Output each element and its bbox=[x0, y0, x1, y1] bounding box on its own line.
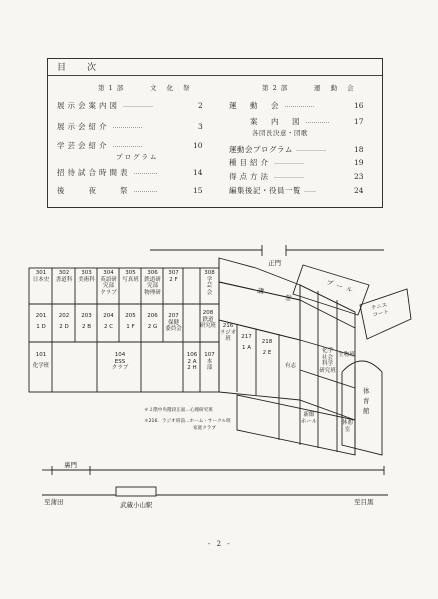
toc-part1-label: 第 1 部 bbox=[98, 84, 125, 92]
map-note-3: 家庭クラブ bbox=[193, 426, 216, 431]
room-202[interactable] bbox=[53, 313, 75, 330]
toc-item-title: 展示会紹介 bbox=[57, 122, 110, 131]
room-216[interactable] bbox=[219, 323, 237, 343]
room-name: 学 芸 会 bbox=[206, 276, 213, 296]
toc-item-page: 23 bbox=[354, 172, 364, 181]
room-biology-club[interactable] bbox=[338, 352, 355, 359]
toc-dot-leader: …………… bbox=[274, 159, 304, 166]
room-302[interactable] bbox=[53, 270, 75, 283]
map-note-2: ＊216．ラジオ班前…ホーム・サークル班 bbox=[144, 419, 231, 424]
room-name: ラジオ 班 bbox=[219, 329, 237, 342]
toc-item-page: 15 bbox=[193, 186, 203, 195]
toc-item-page: 10 bbox=[193, 141, 203, 150]
room-number: 305 bbox=[125, 270, 136, 276]
room-303[interactable] bbox=[76, 270, 97, 283]
room-science-club[interactable] bbox=[318, 348, 337, 374]
toc-dot-leader: ………… bbox=[305, 118, 330, 125]
auditorium-label: 講 堂 bbox=[256, 286, 296, 304]
toc-item-title: 運 動 会 bbox=[229, 101, 282, 110]
room-208[interactable] bbox=[197, 310, 219, 330]
tennis-court-label: テニス コート bbox=[370, 302, 390, 319]
toc-dot-leader: ………… bbox=[133, 187, 158, 194]
room-number: 202 bbox=[58, 313, 70, 319]
room-name: 2 F bbox=[169, 276, 178, 283]
room-number: 104 bbox=[114, 352, 126, 358]
room-name: 休憩 室 bbox=[341, 420, 353, 433]
station-platform bbox=[116, 487, 156, 496]
room-name: 英語研 究部 クラブ bbox=[100, 276, 117, 296]
room-name: 新館 ホール bbox=[300, 412, 318, 425]
room-206[interactable] bbox=[142, 313, 163, 330]
toc-dot-leader: …………… bbox=[112, 142, 143, 149]
toc-item-page: 19 bbox=[354, 158, 364, 167]
room-number: 304 bbox=[103, 270, 114, 276]
pool-label: プール bbox=[325, 278, 358, 296]
direction-west: 至蒲田 bbox=[44, 498, 64, 506]
room-number: 207 bbox=[168, 313, 179, 319]
room-205[interactable] bbox=[120, 313, 141, 330]
room-203[interactable] bbox=[76, 313, 97, 330]
station-label: 武蔵小山駅 bbox=[120, 501, 153, 509]
room-number: 107 bbox=[204, 352, 215, 358]
room-number: 206 bbox=[147, 313, 158, 319]
room-number: 216 bbox=[222, 323, 234, 329]
direction-east: 至目黒 bbox=[354, 498, 374, 506]
toc-dot-leader: …………… bbox=[284, 102, 315, 109]
toc-dot-leader: …………… bbox=[123, 102, 153, 109]
toc-item-page: 14 bbox=[193, 168, 203, 177]
room-name: 2 C bbox=[103, 323, 114, 330]
room-201[interactable] bbox=[30, 313, 52, 330]
toc-dot-leader: …………… bbox=[295, 146, 326, 153]
toc-item-title: 種目紹介 bbox=[229, 158, 271, 167]
room-number: 205 bbox=[125, 313, 136, 319]
toc-part1-name: 文 化 祭 bbox=[150, 84, 194, 92]
room-new-hall[interactable] bbox=[300, 412, 318, 425]
room-107[interactable] bbox=[200, 352, 219, 372]
toc-item-title: 得点方法 bbox=[229, 172, 271, 181]
room-number: 203 bbox=[81, 313, 92, 319]
room-307[interactable] bbox=[164, 270, 183, 283]
room-301[interactable] bbox=[30, 270, 52, 283]
room-name: 化学 社会 科学 研究班 bbox=[319, 348, 336, 374]
gym-shape bbox=[342, 361, 382, 455]
toc-sub-note: 各団長決意・団歌 bbox=[252, 129, 308, 137]
room-name: 2 D bbox=[59, 323, 69, 330]
room-204[interactable] bbox=[98, 313, 119, 330]
room-name: 鉄道 研究班 bbox=[199, 316, 217, 329]
toc-item-title: 学芸会紹介 bbox=[57, 141, 110, 150]
room-name: 書道科 bbox=[55, 276, 73, 283]
room-number: 106 bbox=[186, 352, 198, 358]
main-gate-label: 正門 bbox=[268, 259, 281, 267]
room-number: 208 bbox=[202, 310, 214, 316]
room-101[interactable] bbox=[30, 352, 52, 369]
room-number: 218 bbox=[261, 339, 273, 345]
room-rest-room[interactable] bbox=[340, 420, 355, 433]
room-number: 302 bbox=[58, 270, 70, 276]
toc-item-page: 24 bbox=[354, 186, 364, 195]
pool-shape bbox=[293, 265, 369, 315]
room-name: 鉄道研 究部 物理研 bbox=[144, 276, 161, 296]
room-name: 2 E bbox=[262, 349, 272, 356]
room-name: 2 G bbox=[147, 323, 158, 330]
room-number: 303 bbox=[81, 270, 92, 276]
toc-item-page: 2 bbox=[198, 101, 203, 110]
room-name: 保健 委員会 bbox=[165, 319, 182, 332]
room-volunteer[interactable] bbox=[281, 363, 300, 370]
toc-item-page: 17 bbox=[354, 117, 364, 126]
room-number: 201 bbox=[35, 313, 47, 319]
room-308[interactable] bbox=[200, 270, 219, 296]
room-304[interactable] bbox=[98, 270, 119, 296]
room-name: 生物班 bbox=[338, 352, 355, 358]
room-name: 1 F bbox=[126, 323, 135, 330]
room-number: 204 bbox=[103, 313, 114, 319]
toc-dot-leader: …………… bbox=[112, 123, 143, 130]
room-name: 有志 bbox=[284, 363, 296, 369]
toc-item-title: 編集後記・役員一覧 bbox=[229, 186, 301, 195]
room-number: 101 bbox=[35, 352, 47, 358]
toc-item-title: 後 夜 祭 bbox=[57, 186, 131, 195]
room-306[interactable] bbox=[142, 270, 163, 296]
room-217[interactable] bbox=[237, 334, 256, 351]
toc-part2-label: 第 2 部 bbox=[262, 84, 289, 92]
toc-item-page: 18 bbox=[354, 145, 364, 154]
room-name: 2 A 2 H bbox=[187, 358, 197, 371]
room-name: 1 D bbox=[36, 323, 46, 330]
room-name: 日本史 bbox=[32, 276, 50, 283]
page-number: - 2 - bbox=[208, 540, 232, 548]
room-305[interactable] bbox=[120, 270, 141, 283]
room-218[interactable] bbox=[256, 339, 278, 356]
toc-item-page: 3 bbox=[198, 122, 203, 131]
toc-item-page: 16 bbox=[354, 101, 364, 110]
toc-heading: 目 次 bbox=[57, 63, 103, 73]
room-number: 308 bbox=[204, 270, 215, 276]
back-gate-label: 裏門 bbox=[64, 461, 77, 469]
toc-dot-leader: …… bbox=[304, 187, 316, 194]
room-number: 307 bbox=[168, 270, 179, 276]
room-name: 本 部 bbox=[206, 358, 213, 371]
room-name: ESS クラブ bbox=[111, 358, 129, 371]
room-number: 301 bbox=[35, 270, 47, 276]
toc-dot-leader: ………… bbox=[133, 169, 158, 176]
toc-item-title: 案 内 図 bbox=[250, 117, 303, 126]
room-number: 306 bbox=[147, 270, 158, 276]
room-number: 217 bbox=[241, 334, 252, 340]
toc-dot-leader: …………… bbox=[274, 173, 304, 180]
gym-label: 体 育 館 bbox=[363, 387, 370, 415]
room-name: 2 B bbox=[81, 323, 92, 330]
room-106[interactable] bbox=[184, 352, 200, 372]
toc-item-title: 展示会案内図 bbox=[57, 101, 120, 110]
map-note-1: ＊２階中央階段正面…心理研究班 bbox=[144, 408, 213, 413]
room-104[interactable] bbox=[109, 352, 131, 372]
toc-item-title: 招待試合時間表 bbox=[57, 168, 131, 177]
toc-part2-name: 運 動 会 bbox=[314, 84, 358, 92]
room-name: 化学班 bbox=[32, 362, 50, 369]
room-207[interactable] bbox=[164, 313, 183, 333]
toc-sub-program: プログラム bbox=[116, 153, 159, 161]
room-name: 写真班 bbox=[122, 276, 139, 283]
toc-item-title: 運動会プログラム bbox=[229, 145, 293, 154]
room-name: 1 A bbox=[241, 344, 251, 351]
room-name: 美術科 bbox=[78, 276, 95, 283]
